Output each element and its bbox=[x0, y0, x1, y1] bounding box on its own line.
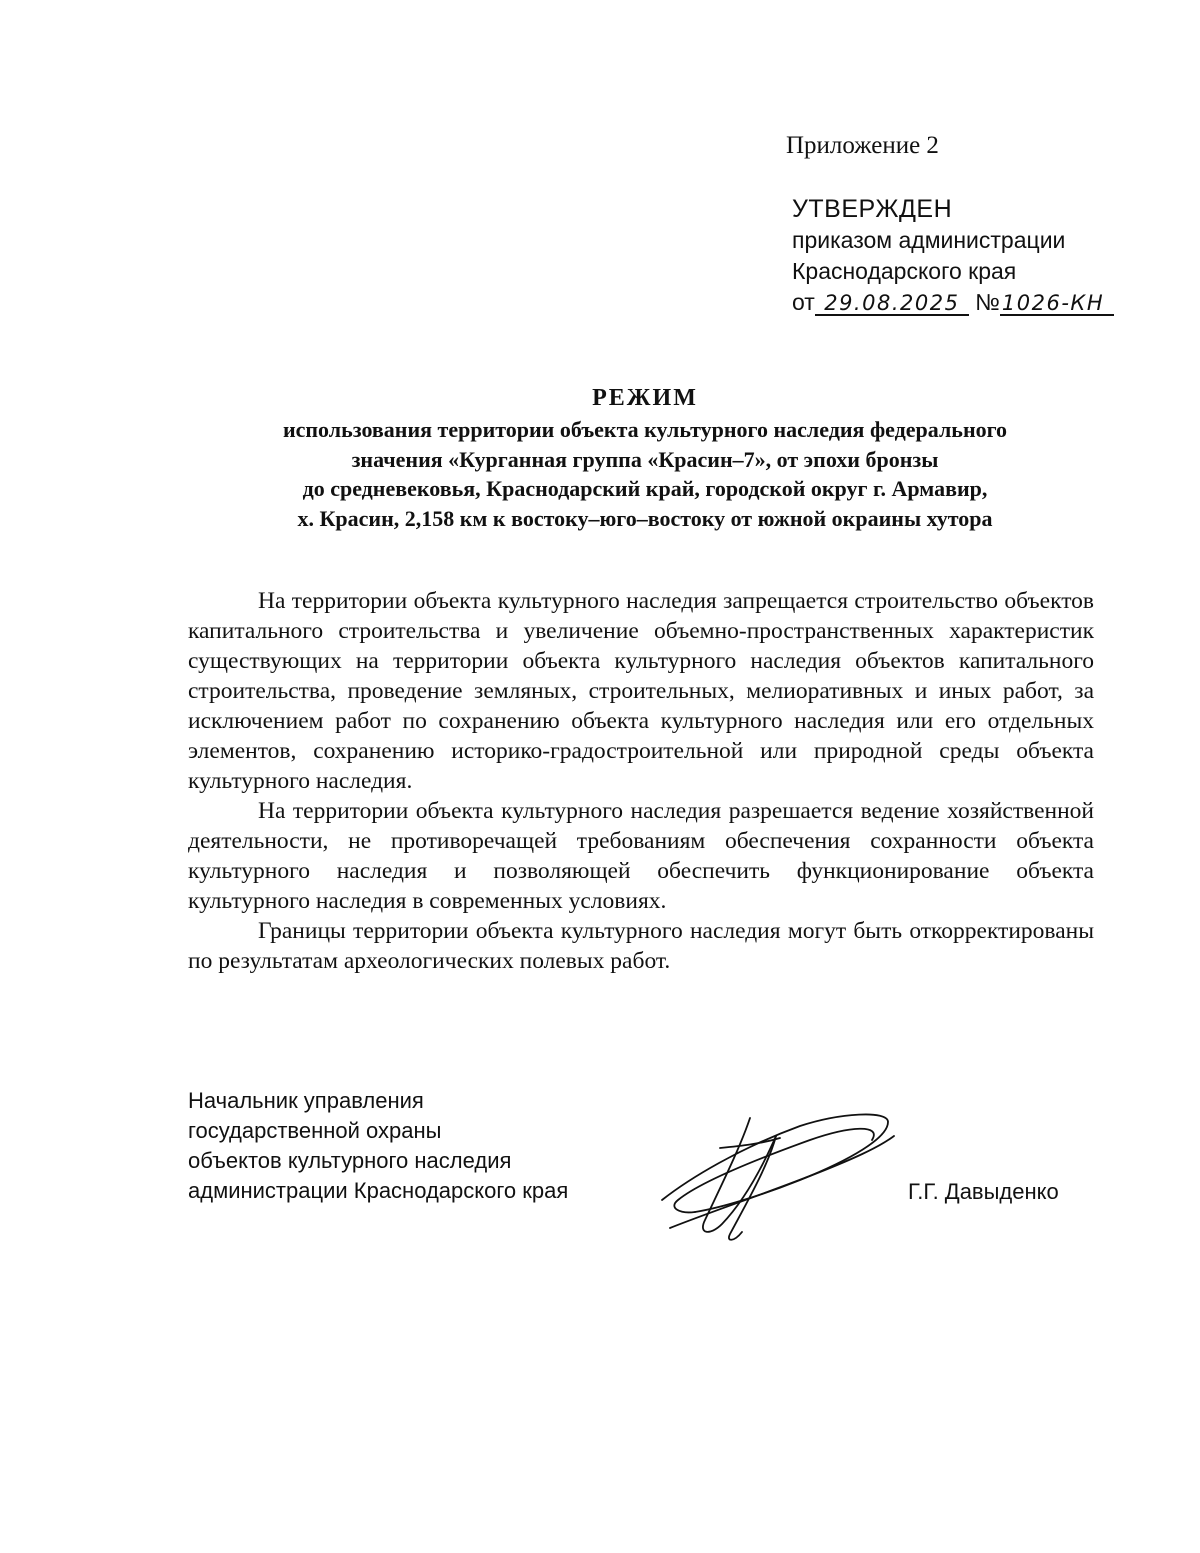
handwritten-order-number: 1026-КН bbox=[1000, 292, 1114, 316]
handwritten-signature bbox=[650, 1108, 900, 1248]
date-prefix: от bbox=[792, 289, 815, 315]
title-line-4: х. Красин, 2,158 км к востоку–юго–востоку от южной окраины хутора bbox=[297, 505, 993, 531]
approved-by-line-1: приказом администрации bbox=[792, 227, 1066, 253]
signer-position-line-4: администрации Краснодарского края bbox=[188, 1178, 569, 1203]
document-title: РЕЖИМ bbox=[592, 385, 698, 411]
signer-position-block bbox=[188, 1086, 568, 1206]
title-line-1: использования территории объекта культурного наследия федерального bbox=[282, 417, 1008, 442]
number-prefix: № bbox=[975, 289, 1000, 315]
body-paragraph-2: На территории объекта культурного наследия разрешается ведение хозяйственной деятельности, не противоречащей требованиям обеспечения сохранности объекта культурного наследия и позволяющей обеспечить функционирование объекта культурного наследия в современных условиях. bbox=[188, 798, 1094, 914]
body-paragraph-1: На территории объекта культурного наследия запрещается строительство объектов капитального строительства и увеличение объемно-пространственных характеристик существующих на территории объекта культурного наследия объектов капитального строительства, проведение земляных, строительных, мелиоративных и иных работ, за исключением работ по сохранению объекта культурного наследия или его отдельных элементов, сохранению историко-градостроительной или природной среды объекта культурного наследия. bbox=[188, 588, 1094, 794]
title-line-3: до средневековья, Краснодарский край, городской округ г. Армавир, bbox=[302, 476, 988, 501]
signer-position-line-3: объектов культурного наследия bbox=[188, 1148, 512, 1173]
signer-position-line-2: государственной охраны bbox=[188, 1118, 442, 1143]
appendix-label: Приложение 2 bbox=[786, 132, 939, 159]
handwritten-order-date: 29.08.2025 bbox=[815, 292, 969, 316]
signer-name: Г.Г. Давыденко bbox=[908, 1179, 1059, 1204]
document-body bbox=[188, 586, 1094, 976]
signer-position-line-1: Начальник управления bbox=[188, 1088, 424, 1113]
order-reference-line bbox=[792, 287, 1114, 318]
approval-block bbox=[792, 194, 1114, 318]
approved-heading: УТВЕРЖДЕН bbox=[792, 195, 953, 223]
approved-by-line-2: Краснодарского края bbox=[792, 258, 1017, 284]
title-line-2: значения «Курганная группа «Красин–7», от эпохи бронзы bbox=[351, 446, 939, 472]
body-paragraph-3: Границы территории объекта культурного наследия могут быть откорректированы по результатам археологических полевых работ. bbox=[188, 918, 1094, 974]
document-title-block bbox=[150, 381, 1140, 533]
